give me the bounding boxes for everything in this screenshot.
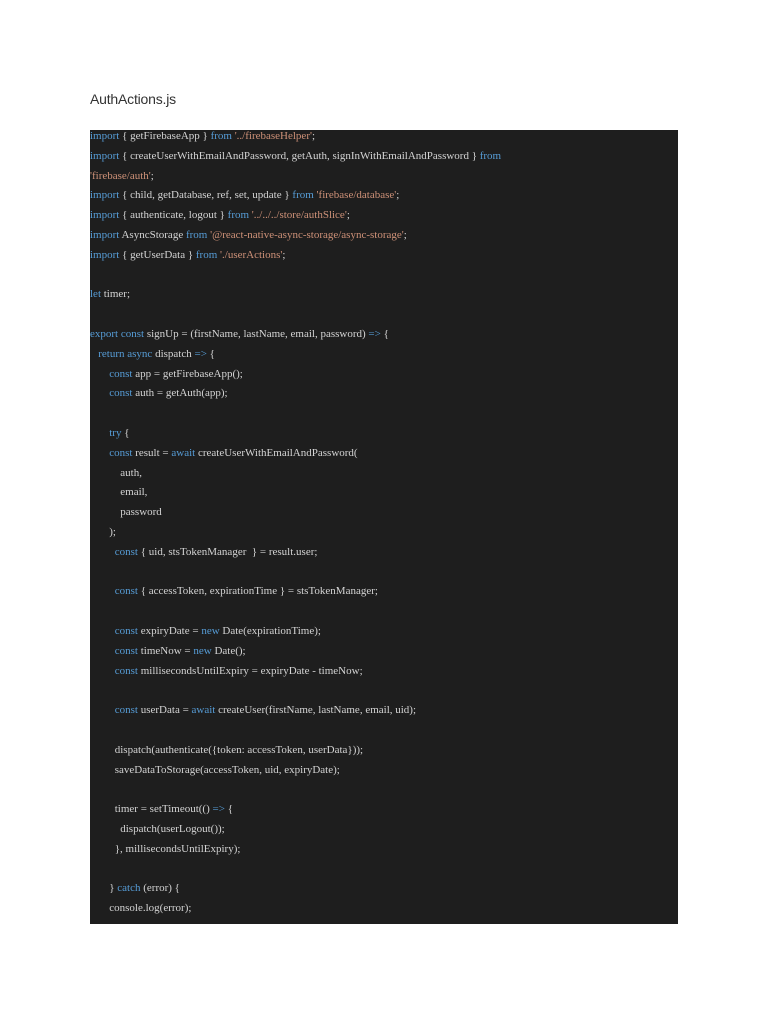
code-text: ; [311, 130, 316, 142]
code-text: password [90, 506, 162, 519]
code-text [90, 387, 109, 399]
code-keyword: const [109, 387, 133, 400]
code-line [90, 286, 130, 302]
code-keyword: const [109, 446, 133, 459]
code-keyword: const [120, 328, 145, 340]
code-text: AsyncStorage [119, 229, 186, 241]
code-text: }, millisecondsUntilExpiry); [90, 842, 241, 855]
code-line [90, 880, 180, 896]
code-text: dispatch(authenticate({token: accessToken, userData})); [90, 743, 364, 756]
code-keyword: const [114, 585, 138, 598]
code-keyword: from [195, 248, 218, 261]
code-keyword: import [90, 229, 120, 241]
code-text: { [380, 328, 389, 340]
code-text [90, 585, 115, 597]
code-string: '../../../store/authSlice' [251, 209, 347, 222]
code-line [90, 663, 363, 679]
code-text [90, 625, 115, 637]
code-text: { uid, stsTokenManager } = result.user; [137, 545, 318, 558]
code-text: expiryDate = [137, 625, 202, 637]
code-keyword: from [185, 229, 208, 241]
code-text: auth, [90, 466, 142, 479]
code-line [90, 207, 350, 223]
code-text: timer = setTimeout(() [90, 803, 213, 816]
code-keyword: const [114, 545, 138, 558]
code-keyword: from [479, 149, 502, 162]
code-keyword: async [127, 347, 153, 360]
code-text: { [224, 803, 233, 816]
code-line [90, 524, 116, 540]
code-text: ); [90, 526, 116, 538]
code-text: ; [403, 229, 407, 241]
code-line [90, 504, 162, 520]
code-text [90, 348, 98, 360]
code-keyword: new [201, 625, 220, 637]
code-text: { createUserWithEmailAndPassword, getAuth, signInWithEmailAndPassword } [119, 149, 480, 162]
code-line [90, 346, 215, 362]
code-keyword: const [114, 704, 138, 717]
code-text: saveDataToStorage(accessToken, uid, expiryDate); [90, 763, 340, 776]
code-keyword: import [90, 189, 120, 202]
code-keyword: catch [117, 882, 141, 895]
code-text: ; [282, 248, 286, 261]
document-title: AuthActions.js [90, 91, 176, 107]
code-keyword: => [212, 803, 225, 816]
code-text [90, 546, 115, 558]
code-text: Date(expirationTime); [219, 625, 321, 637]
code-text [90, 447, 109, 459]
code-keyword: const [114, 625, 138, 637]
code-line [90, 247, 285, 263]
code-keyword: return [98, 347, 125, 360]
code-text: signUp = (firstName, lastName, email, password) [144, 328, 369, 340]
code-line [90, 425, 130, 441]
code-keyword: import [90, 130, 120, 142]
code-line [90, 544, 317, 560]
code-keyword: const [114, 664, 138, 677]
code-line [90, 168, 154, 184]
code-keyword: => [368, 328, 381, 340]
code-text [90, 427, 109, 439]
code-text: millisecondsUntilExpiry = expiryDate - timeNow; [137, 664, 363, 677]
code-line [90, 187, 399, 203]
code-text: app = getFirebaseApp(); [132, 367, 243, 380]
code-text: userData = [137, 704, 192, 717]
code-text: Date(); [211, 644, 246, 657]
code-line [90, 762, 340, 778]
code-keyword: const [109, 367, 133, 380]
code-line [90, 148, 501, 164]
code-line [90, 385, 228, 401]
code-line [90, 623, 321, 639]
code-string: './userActions' [220, 248, 283, 261]
code-keyword: export [90, 328, 119, 340]
code-keyword: import [90, 248, 120, 261]
code-text: ; [346, 209, 350, 222]
code-line [90, 465, 142, 481]
code-text: } [90, 882, 118, 895]
code-block [90, 130, 678, 924]
code-keyword: import [90, 149, 120, 162]
code-text: console.log(error); [90, 902, 192, 915]
code-text: email, [90, 486, 148, 499]
code-keyword: try [109, 427, 122, 439]
code-text: result = [132, 446, 172, 459]
code-line [90, 841, 240, 857]
code-text: createUserWithEmailAndPassword( [195, 446, 358, 459]
code-line [90, 821, 225, 837]
code-line [90, 583, 378, 599]
code-keyword: await [191, 704, 216, 717]
code-text [90, 665, 115, 677]
code-text [90, 704, 115, 716]
code-line [90, 366, 243, 382]
code-line [90, 326, 389, 342]
code-text: { getFirebaseApp } [119, 130, 211, 142]
code-keyword: from [292, 189, 314, 202]
code-text: timeNow = [137, 644, 194, 657]
code-line [90, 643, 246, 659]
code-text: ; [150, 169, 154, 182]
code-line [90, 227, 407, 243]
code-line [90, 130, 315, 144]
code-line [90, 484, 147, 500]
code-text: dispatch [152, 347, 195, 360]
code-keyword: from [210, 130, 232, 142]
code-text: { authenticate, logout } [119, 209, 228, 222]
code-string: 'firebase/database' [316, 189, 397, 202]
code-text: timer; [101, 288, 131, 301]
code-text: auth = getAuth(app); [132, 387, 228, 400]
code-line [90, 445, 358, 461]
code-line [90, 702, 416, 718]
code-text [90, 645, 115, 657]
code-keyword: => [194, 347, 207, 360]
code-keyword: const [114, 644, 138, 657]
code-text: { [206, 347, 215, 360]
code-line [90, 801, 233, 817]
code-keyword: import [90, 209, 120, 222]
code-line [90, 742, 363, 758]
code-text [90, 368, 109, 380]
code-keyword: let [90, 288, 101, 301]
code-keyword: from [227, 209, 250, 222]
code-text: ; [396, 189, 400, 202]
code-text: (error) { [140, 882, 180, 895]
code-text: { getUserData } [119, 248, 196, 261]
code-string: 'firebase/auth' [90, 169, 151, 182]
code-keyword: await [171, 446, 196, 459]
code-text: { child, getDatabase, ref, set, update } [119, 189, 293, 202]
code-text: { accessToken, expirationTime } = stsTokenManager; [137, 585, 378, 598]
code-text: { [121, 427, 130, 439]
code-text: dispatch(userLogout()); [90, 823, 225, 835]
code-string: '@react-native-async-storage/async-storage' [210, 229, 404, 241]
code-keyword: new [193, 644, 212, 657]
code-text: createUser(firstName, lastName, email, uid); [215, 704, 417, 717]
code-line [90, 900, 191, 916]
code-string: '../firebaseHelper' [234, 130, 312, 142]
